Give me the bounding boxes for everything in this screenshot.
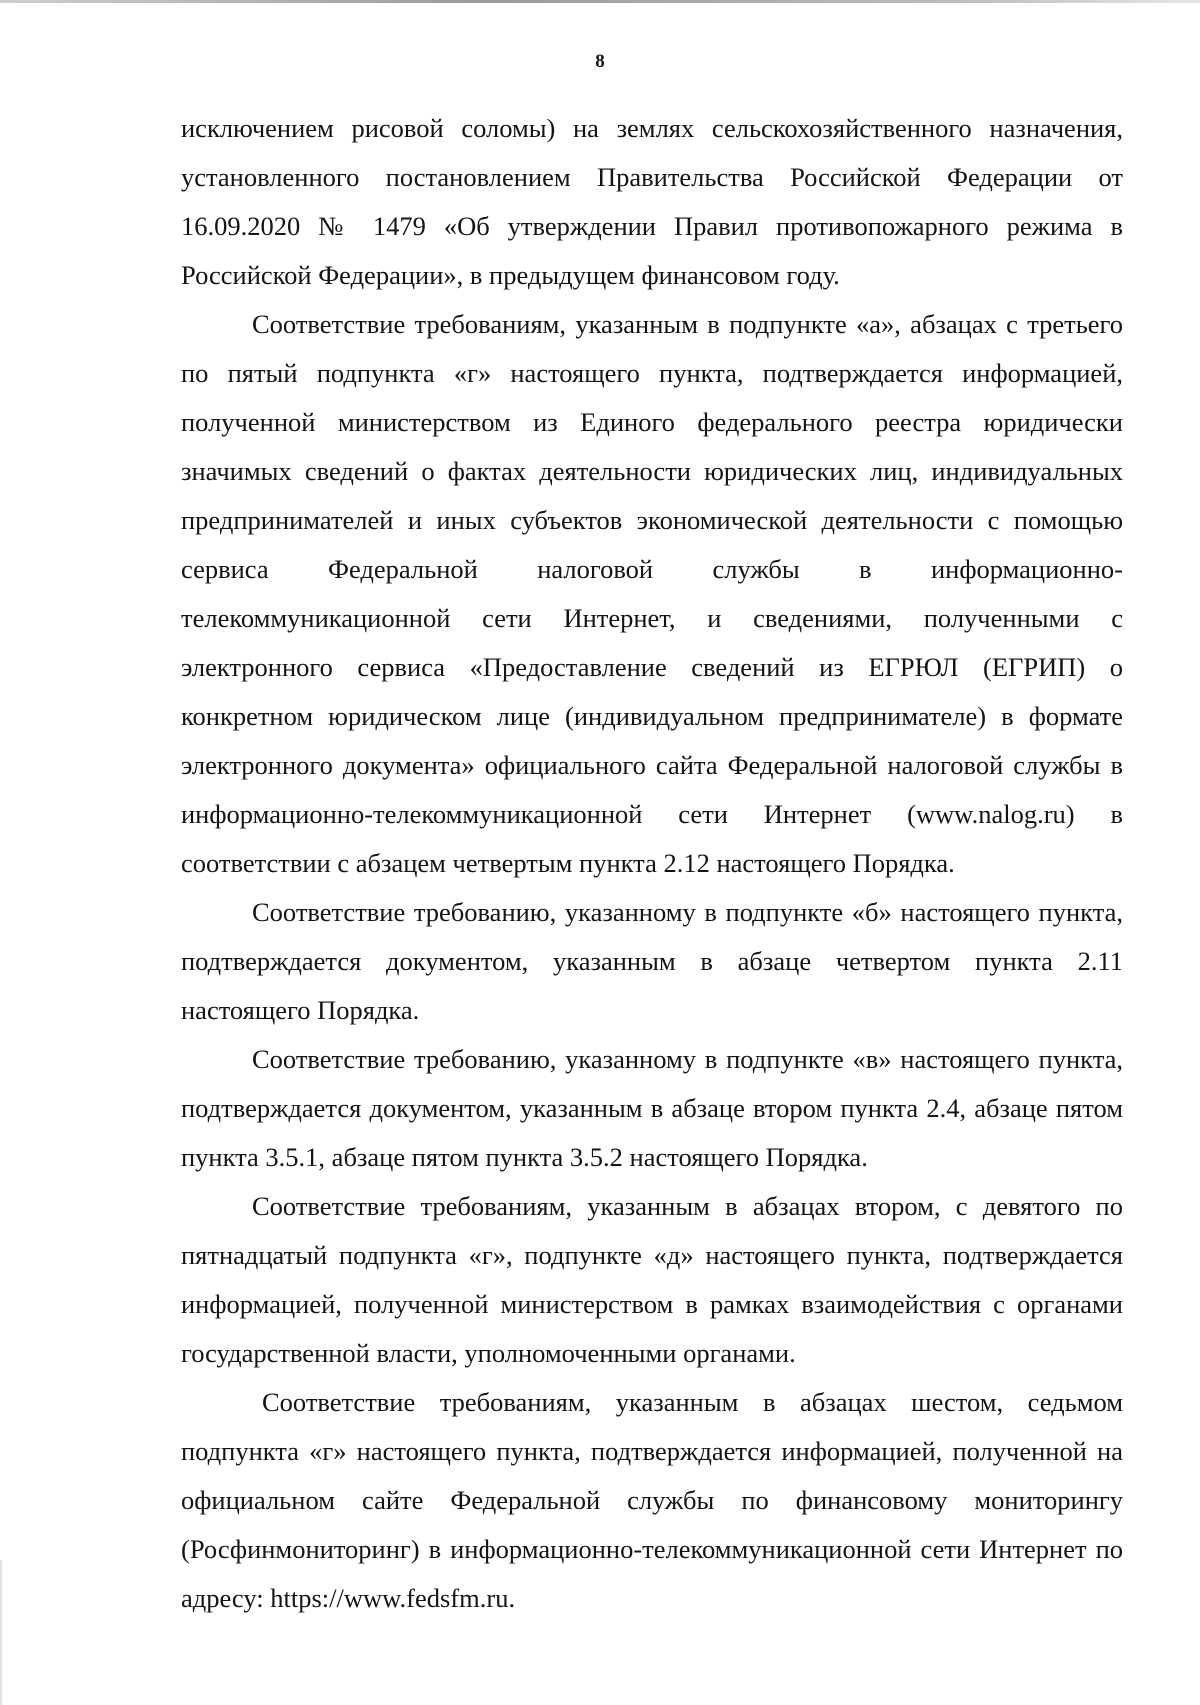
page-number: 8: [595, 51, 605, 72]
paragraph-requirement-b: Соответствие требованию, указанному в подпункте «б» настоящего пункта, подтверждается документом, указанным в абзаце четвертом пункта 2.11 настоящего Порядка.: [181, 897, 1123, 1025]
paragraph-requirements-a-g: Соответствие требованиям, указанным в подпункте «а», абзацах с третьего по пятый подпункта «г» настоящего пункта, подтверждается информацией, полученной министерством из Единого федерального реестра юридически значимых сведений о фактах деятельности юридических лиц, индивидуальных предпринимателей и иных субъектов экономической деятельности с помощью сервиса Федеральной налоговой службы в информационно-телекоммуникационной сети Интернет, и сведениями, полученными с электронного сервиса «Предоставление сведений из ЕГРЮЛ (ЕГРИП) о конкретном юридическом лице (индивидуальном предпринимателе) в формате электронного документа» официального сайта Федеральной налоговой службы в информационно-телекоммуникационной сети Интернет (www.nalog.ru) в соответствии с абзацем четвертым пункта 2.12 настоящего Порядка.: [181, 309, 1123, 878]
document-body: [181, 104, 1123, 1623]
paragraph-requirement-v: Соответствие требованию, указанному в подпункте «в» настоящего пункта, подтверждается документом, указанным в абзаце втором пункта 2.4, абзаце пятом пункта 3.5.1, абзаце пятом пункта 3.5.2 настоящего Порядка.: [181, 1044, 1123, 1172]
scan-top-edge: [0, 0, 1200, 3]
paragraph-continuation: исключением рисовой соломы) на землях сельскохозяйственного назначения, установленного постановлением Правительства Российской Федерации от 16.09.2020 № 1479 «Об утверждении Правил противопожарного режима в Российской Федерации», в предыдущем финансовом году.: [181, 113, 1123, 290]
scan-left-edge: [0, 1560, 2, 1705]
paragraph-requirements-rosfinmonitoring: Соответствие требованиям, указанным в абзацах шестом, седьмом подпункта «г» настоящего пункта, подтверждается информацией, полученной на официальном сайте Федеральной службы по финансовому мониторингу (Росфинмониторинг) в информационно-телекоммуникационной сети Интернет по адресу: https://www.fedsfm.ru.: [181, 1387, 1123, 1613]
paragraph-requirements-g-d: Соответствие требованиям, указанным в абзацах втором, с девятого по пятнадцатый подпункта «г», подпункте «д» настоящего пункта, подтверждается информацией, полученной министерством в рамках взаимодействия с органами государственной власти, уполномоченными органами.: [181, 1191, 1123, 1368]
